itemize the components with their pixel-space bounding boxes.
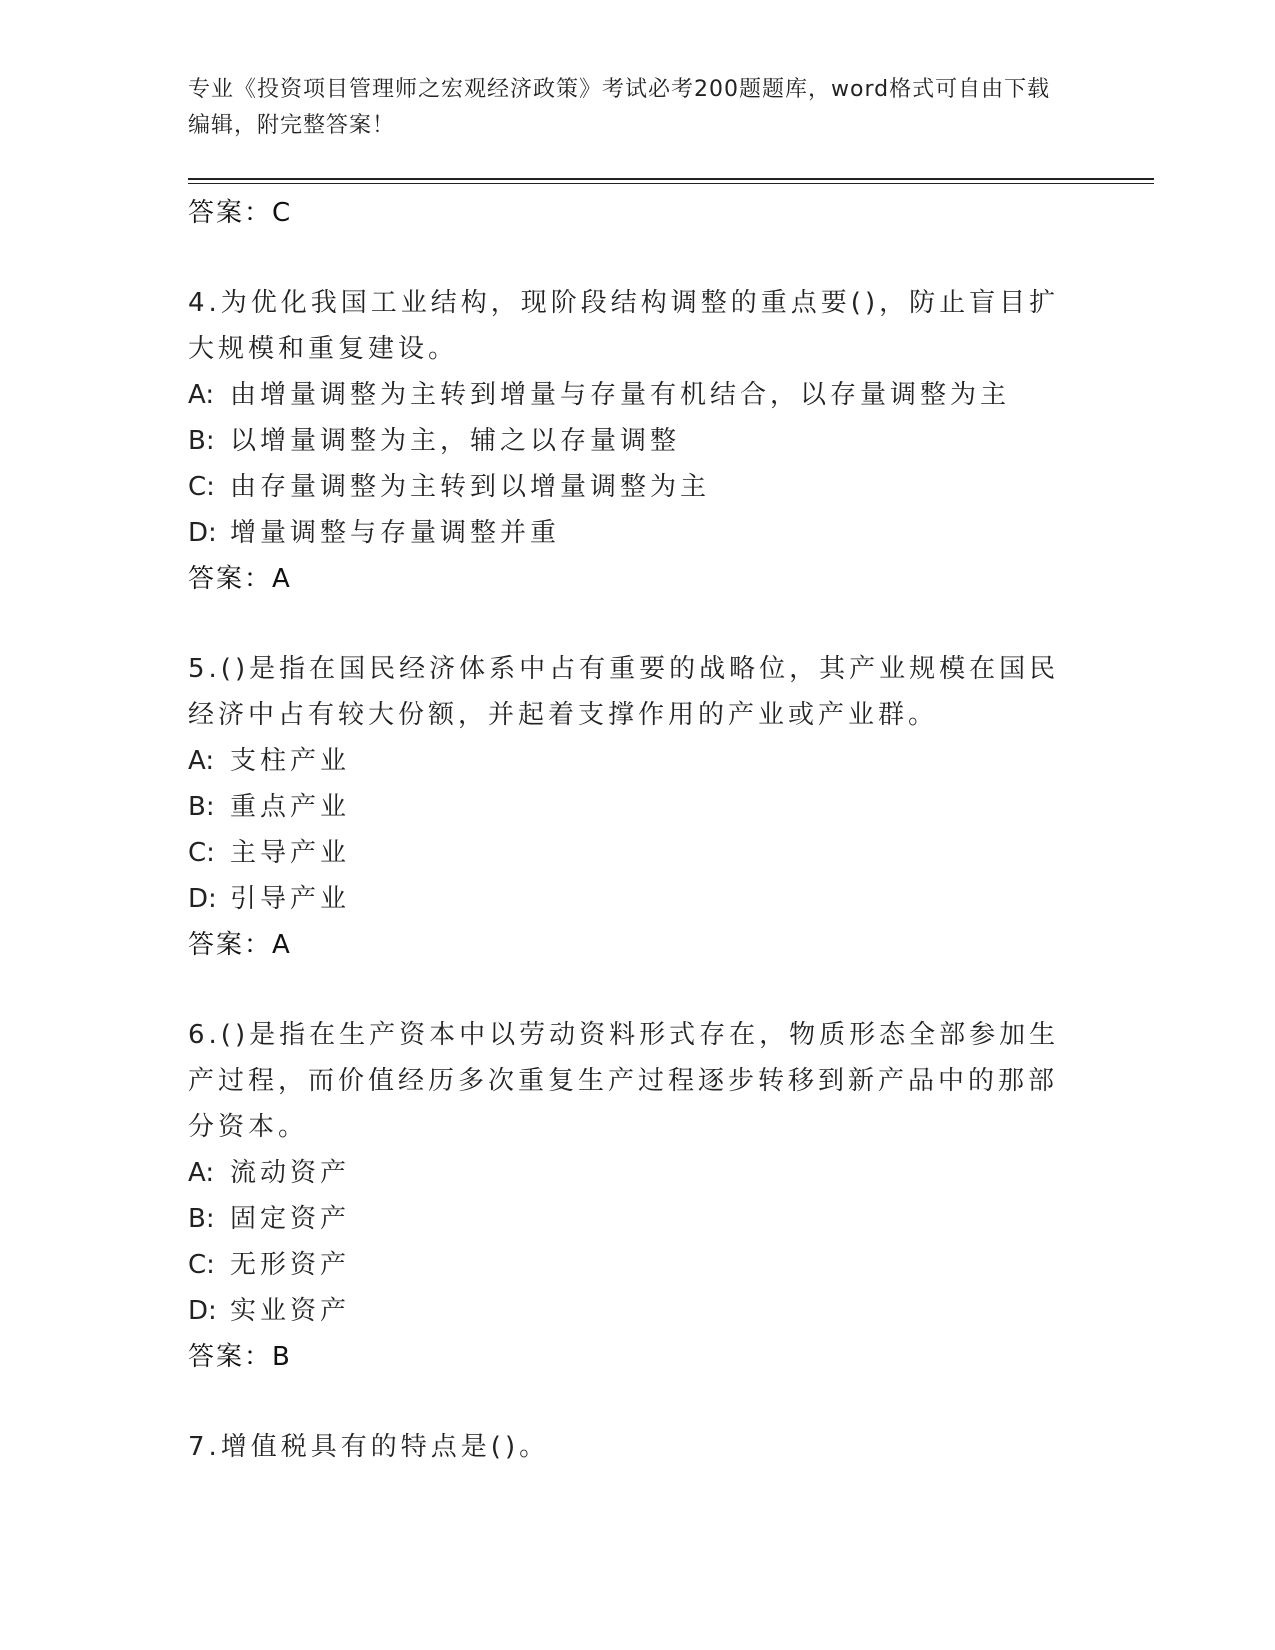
option-key: A: bbox=[188, 380, 215, 410]
question-block bbox=[188, 646, 1068, 968]
option-c bbox=[188, 1242, 1068, 1288]
option-key: C: bbox=[188, 1250, 215, 1280]
option-key: D: bbox=[188, 518, 217, 548]
document-header: 专业《投资项目管理师之宏观经济政策》考试必考200题题库，word格式可自由下载编辑，附完整答案！ bbox=[188, 77, 1051, 138]
option-key: D: bbox=[188, 1296, 217, 1326]
option-text: 以增量调整为主，辅之以存量调整 bbox=[230, 426, 681, 456]
option-text: 由存量调整为主转到以增量调整为主 bbox=[230, 472, 711, 502]
question-block bbox=[188, 280, 1068, 602]
option-c bbox=[188, 830, 1068, 876]
document-body bbox=[188, 190, 1068, 1470]
option-b bbox=[188, 784, 1068, 830]
option-text: 支柱产业 bbox=[230, 746, 351, 776]
option-text: 无形资产 bbox=[230, 1250, 351, 1280]
block-spacer bbox=[188, 236, 1068, 280]
option-key: C: bbox=[188, 472, 215, 502]
block-spacer bbox=[188, 968, 1068, 1012]
option-key: B: bbox=[188, 1204, 215, 1234]
answer-line: 答案：C bbox=[188, 198, 293, 228]
question-block bbox=[188, 1012, 1068, 1380]
option-a bbox=[188, 738, 1068, 784]
option-d bbox=[188, 876, 1068, 922]
option-text: 实业资产 bbox=[230, 1296, 351, 1326]
option-key: B: bbox=[188, 792, 215, 822]
option-key: C: bbox=[188, 838, 215, 868]
question-stem: 4.为优化我国工业结构，现阶段结构调整的重点要()，防止盲目扩大规模和重复建设。 bbox=[188, 288, 1060, 364]
option-a bbox=[188, 1150, 1068, 1196]
option-text: 流动资产 bbox=[230, 1158, 351, 1188]
option-key: A: bbox=[188, 1158, 215, 1188]
answer-line: 答案：B bbox=[188, 1342, 292, 1372]
option-text: 重点产业 bbox=[230, 792, 351, 822]
block-spacer bbox=[188, 1380, 1068, 1424]
option-c bbox=[188, 464, 1068, 510]
option-key: D: bbox=[188, 884, 217, 914]
question-stem: 6.()是指在生产资本中以劳动资料形式存在，物质形态全部参加生产过程，而价值经历多次重复生产过程逐步转移到新产品中的那部分资本。 bbox=[188, 1020, 1060, 1142]
option-key: B: bbox=[188, 426, 215, 456]
option-text: 引导产业 bbox=[230, 884, 351, 914]
question-stem: 5.()是指在国民经济体系中占有重要的战略位，其产业规模在国民经济中占有较大份额，并起着支撑作用的产业或产业群。 bbox=[188, 654, 1060, 730]
option-d bbox=[188, 510, 1068, 556]
option-b bbox=[188, 418, 1068, 464]
option-text: 主导产业 bbox=[230, 838, 351, 868]
answer-line: 答案：A bbox=[188, 930, 292, 960]
option-text: 增量调整与存量调整并重 bbox=[230, 518, 561, 548]
header-rule-thick bbox=[188, 178, 1154, 180]
option-key: A: bbox=[188, 746, 215, 776]
question-stem: 7.增值税具有的特点是()。 bbox=[188, 1432, 550, 1462]
option-b bbox=[188, 1196, 1068, 1242]
block-spacer bbox=[188, 602, 1068, 646]
option-d bbox=[188, 1288, 1068, 1334]
option-text: 由增量调整为主转到增量与存量有机结合，以存量调整为主 bbox=[230, 380, 1011, 410]
option-text: 固定资产 bbox=[230, 1204, 351, 1234]
header-rule-thin bbox=[188, 183, 1154, 184]
option-a bbox=[188, 372, 1068, 418]
question-block bbox=[188, 1424, 1068, 1470]
answer-line: 答案：A bbox=[188, 564, 292, 594]
